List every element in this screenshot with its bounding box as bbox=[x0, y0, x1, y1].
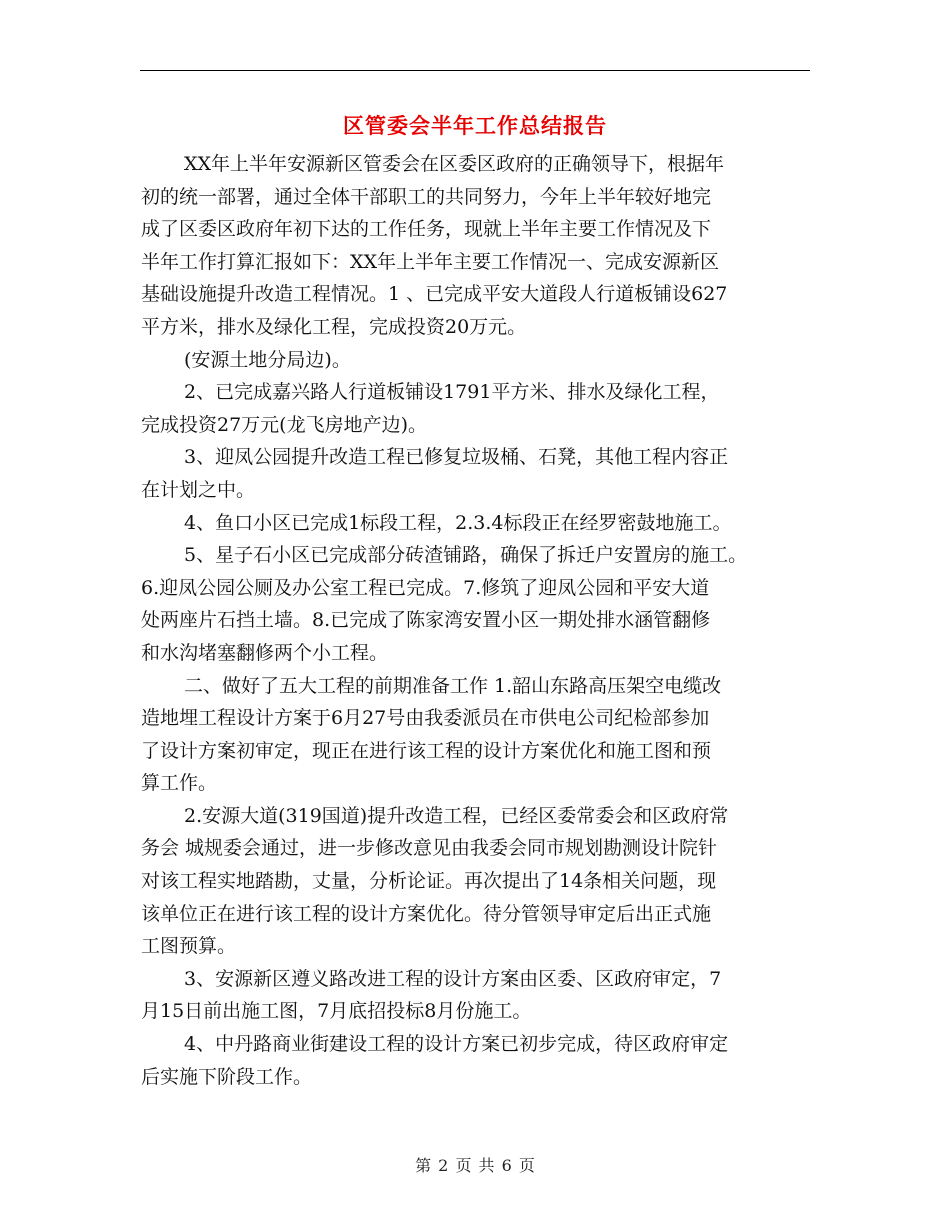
paragraph-line: 二、做好了五大工程的前期准备工作 1.韶山东路高压架空电缆改 bbox=[184, 674, 722, 697]
header-rule bbox=[140, 70, 810, 71]
paragraph-line: 2.安源大道(319国道)提升改造工程，已经区委常委会和区政府常 bbox=[184, 804, 729, 827]
paragraph-line: 务会 城规委会通过，进一步修改意见由我委会同市规划勘测设计院针 bbox=[141, 837, 718, 860]
paragraph-line: 2、已完成嘉兴路人行道板铺设1791平方米、排水及绿化工程， bbox=[184, 381, 720, 404]
paragraph-line: 对该工程实地踏勘，丈量，分析论证。再次提出了14条相关问题，现 bbox=[141, 870, 717, 893]
paragraph-line: 基础设施提升改造工程情况。1 、已完成平安大道段人行道板铺设627 bbox=[141, 283, 728, 306]
paragraph-line: 3、安源新区遵义路改进工程的设计方案由区委、区政府审定，7 bbox=[184, 967, 722, 990]
paragraph-line: 初的统一部署，通过全体干部职工的共同努力，今年上半年较好地完 bbox=[141, 185, 712, 208]
paragraph-line: 工图预算。 bbox=[141, 935, 237, 958]
paragraph-line: 后实施下阶段工作。 bbox=[141, 1065, 313, 1088]
paragraph-line: 处两座片石挡土墙。8.已完成了陈家湾安置小区一期处排水涵管翻修 bbox=[141, 609, 711, 632]
paragraph-line: 3、迎凤公园提升改造工程已修复垃圾桶、石凳，其他工程内容正 bbox=[184, 446, 729, 469]
paragraph-line: 平方米，排水及绿化工程，完成投资20万元。 bbox=[141, 315, 527, 338]
paragraph-line: 5、星子石小区已完成部分砖渣铺路，确保了拆迁户安置房的施工。 bbox=[184, 544, 748, 567]
document-body bbox=[141, 148, 813, 1093]
paragraph-line: 在计划之中。 bbox=[141, 478, 256, 501]
paragraph-line: XX年上半年安源新区管委会在区委区政府的正确领导下，根据年 bbox=[184, 153, 725, 175]
paragraph-line: 成了区委区政府年初下达的工作任务，现就上半年主要工作情况及下 bbox=[141, 218, 712, 241]
paragraph-line: 和水沟堵塞翻修两个小工程。 bbox=[141, 641, 389, 664]
document-title: 区管委会半年工作总结报告 bbox=[343, 114, 607, 138]
paragraph-line: 造地埋工程设计方案于6月27号由我委派员在市供电公司纪检部参加 bbox=[141, 707, 710, 730]
paragraph-line: 算工作。 bbox=[141, 772, 218, 795]
paragraph-line: 6.迎凤公园公厕及办公室工程已完成。7.修筑了迎凤公园和平安大道 bbox=[141, 576, 710, 599]
paragraph-line: (安源土地分局边)。 bbox=[184, 348, 351, 371]
page-footer: 第 2 页 共 6 页 bbox=[415, 1156, 535, 1175]
paragraph-line: 完成投资27万元(龙飞房地产边)。 bbox=[141, 413, 428, 436]
paragraph-line: 4、鱼口小区已完成1标段工程，2.3.4标段正在经罗密鼓地施工。 bbox=[184, 511, 732, 534]
paragraph-line: 该单位正在进行该工程的设计方案优化。待分管领导审定后出正式施 bbox=[141, 902, 712, 925]
paragraph-line: 半年工作打算汇报如下：XX年上半年主要工作情况一、完成安源新区 bbox=[141, 250, 720, 273]
paragraph-line: 月15日前出施工图，7月底招投标8月份施工。 bbox=[141, 1000, 532, 1023]
paragraph-line: 4、中丹路商业街建设工程的设计方案已初步完成，待区政府审定 bbox=[184, 1033, 729, 1056]
paragraph-line: 了设计方案初审定，现正在进行该工程的设计方案优化和施工图和预 bbox=[141, 739, 712, 762]
